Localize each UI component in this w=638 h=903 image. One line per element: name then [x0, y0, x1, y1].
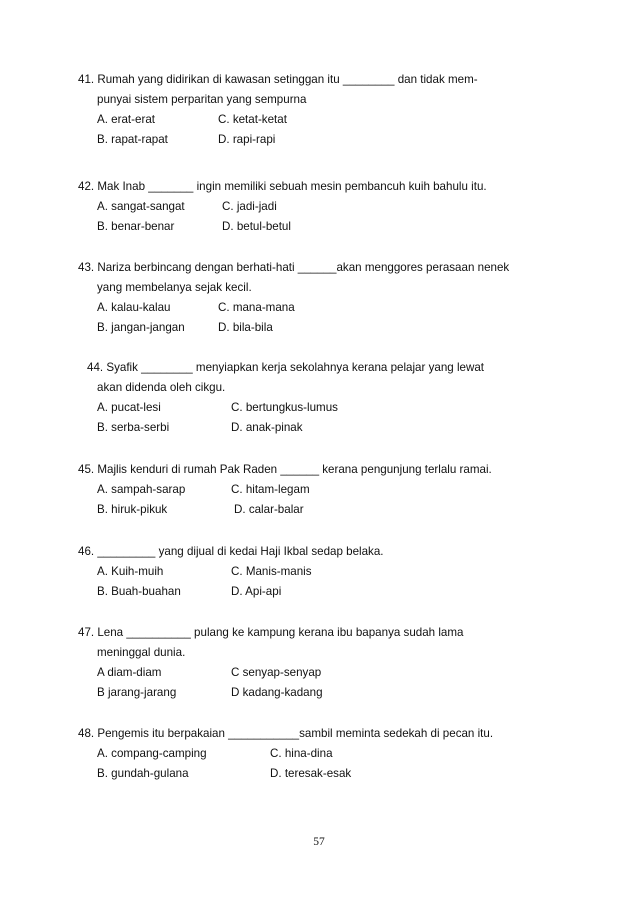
option-a: A. sampah-sarap	[97, 483, 186, 496]
option-a: A. Kuih-muih	[97, 565, 164, 578]
option-b: B. jangan-jangan	[97, 321, 185, 334]
options-row	[87, 418, 557, 438]
option-d: D. anak-pinak	[231, 421, 303, 434]
options-row	[78, 764, 548, 784]
option-a: A. kalau-kalau	[97, 301, 171, 314]
option-c: C. mana-mana	[218, 301, 295, 314]
option-a: A. sangat-sangat	[97, 200, 185, 213]
option-a: A. compang-camping	[97, 747, 207, 760]
option-c: C senyap-senyap	[231, 666, 322, 679]
options-row	[78, 744, 548, 764]
option-b: B. gundah-gulana	[97, 767, 189, 780]
options-row	[78, 663, 548, 683]
option-d: D. bila-bila	[218, 321, 273, 334]
options-row	[78, 582, 548, 602]
question-stem-continued: meninggal dunia.	[97, 646, 186, 659]
question-stem-continued: punyai sistem perparitan yang sempurna	[97, 93, 307, 106]
option-c: C. hina-dina	[270, 747, 333, 760]
options-row	[78, 480, 548, 500]
options-row	[87, 398, 557, 418]
question-stem: 48. Pengemis itu berpakaian ___________sambil meminta sedekah di pecan itu.	[78, 727, 494, 740]
question-47	[78, 623, 548, 703]
options-row	[78, 197, 548, 217]
option-b: B jarang-jarang	[97, 686, 177, 699]
option-d: D. Api-api	[231, 585, 282, 598]
option-b: B. benar-benar	[97, 220, 175, 233]
question-stem: 41. Rumah yang didirikan di kawasan setinggan itu ________ dan tidak mem-	[78, 73, 478, 86]
option-d: D. teresak-esak	[270, 767, 352, 780]
options-row	[78, 683, 548, 703]
option-a: A. erat-erat	[97, 113, 155, 126]
options-row	[78, 217, 548, 237]
question-stem: 43. Nariza berbincang dengan berhati-hati ______akan menggores perasaan nenek	[78, 261, 510, 274]
options-row	[78, 318, 548, 338]
question-stem-continued: yang membelanya sejak kecil.	[97, 281, 252, 294]
option-d: D. calar-balar	[234, 503, 304, 516]
question-41	[78, 70, 548, 150]
option-d: D. rapi-rapi	[218, 133, 276, 146]
question-46	[78, 542, 548, 602]
question-44	[87, 358, 557, 438]
question-45	[78, 460, 548, 520]
option-c: C. ketat-ketat	[218, 113, 287, 126]
option-b: B. rapat-rapat	[97, 133, 168, 146]
option-a: A. pucat-lesi	[97, 401, 161, 414]
option-c: C. bertungkus-lumus	[231, 401, 338, 414]
question-stem: 42. Mak Inab _______ ingin memiliki sebuah mesin pembancuh kuih bahulu itu.	[78, 180, 487, 193]
options-row	[78, 298, 548, 318]
option-b: B. Buah-buahan	[97, 585, 181, 598]
question-stem: 44. Syafik ________ menyiapkan kerja sekolahnya kerana pelajar yang lewat	[87, 361, 485, 374]
options-row	[78, 500, 548, 520]
option-c: C. jadi-jadi	[222, 200, 277, 213]
option-c: C. Manis-manis	[231, 565, 312, 578]
option-c: C. hitam-legam	[231, 483, 310, 496]
options-row	[78, 110, 548, 130]
options-row	[78, 562, 548, 582]
question-42	[78, 177, 548, 237]
question-stem-continued: akan didenda oleh cikgu.	[97, 381, 226, 394]
question-stem: 46. _________ yang dijual di kedai Haji Ikbal sedap belaka.	[78, 545, 384, 558]
option-d: D. betul-betul	[222, 220, 291, 233]
question-48	[78, 724, 548, 784]
option-a: A diam-diam	[97, 666, 162, 679]
option-d: D kadang-kadang	[231, 686, 323, 699]
options-row	[78, 130, 548, 150]
option-b: B. hiruk-pikuk	[97, 503, 168, 516]
option-b: B. serba-serbi	[97, 421, 170, 434]
question-stem: 47. Lena __________ pulang ke kampung kerana ibu bapanya sudah lama	[78, 626, 464, 639]
page-number: 57	[313, 836, 325, 848]
question-stem: 45. Majlis kenduri di rumah Pak Raden ______ kerana pengunjung terlalu ramai.	[78, 463, 492, 476]
question-43	[78, 258, 548, 338]
